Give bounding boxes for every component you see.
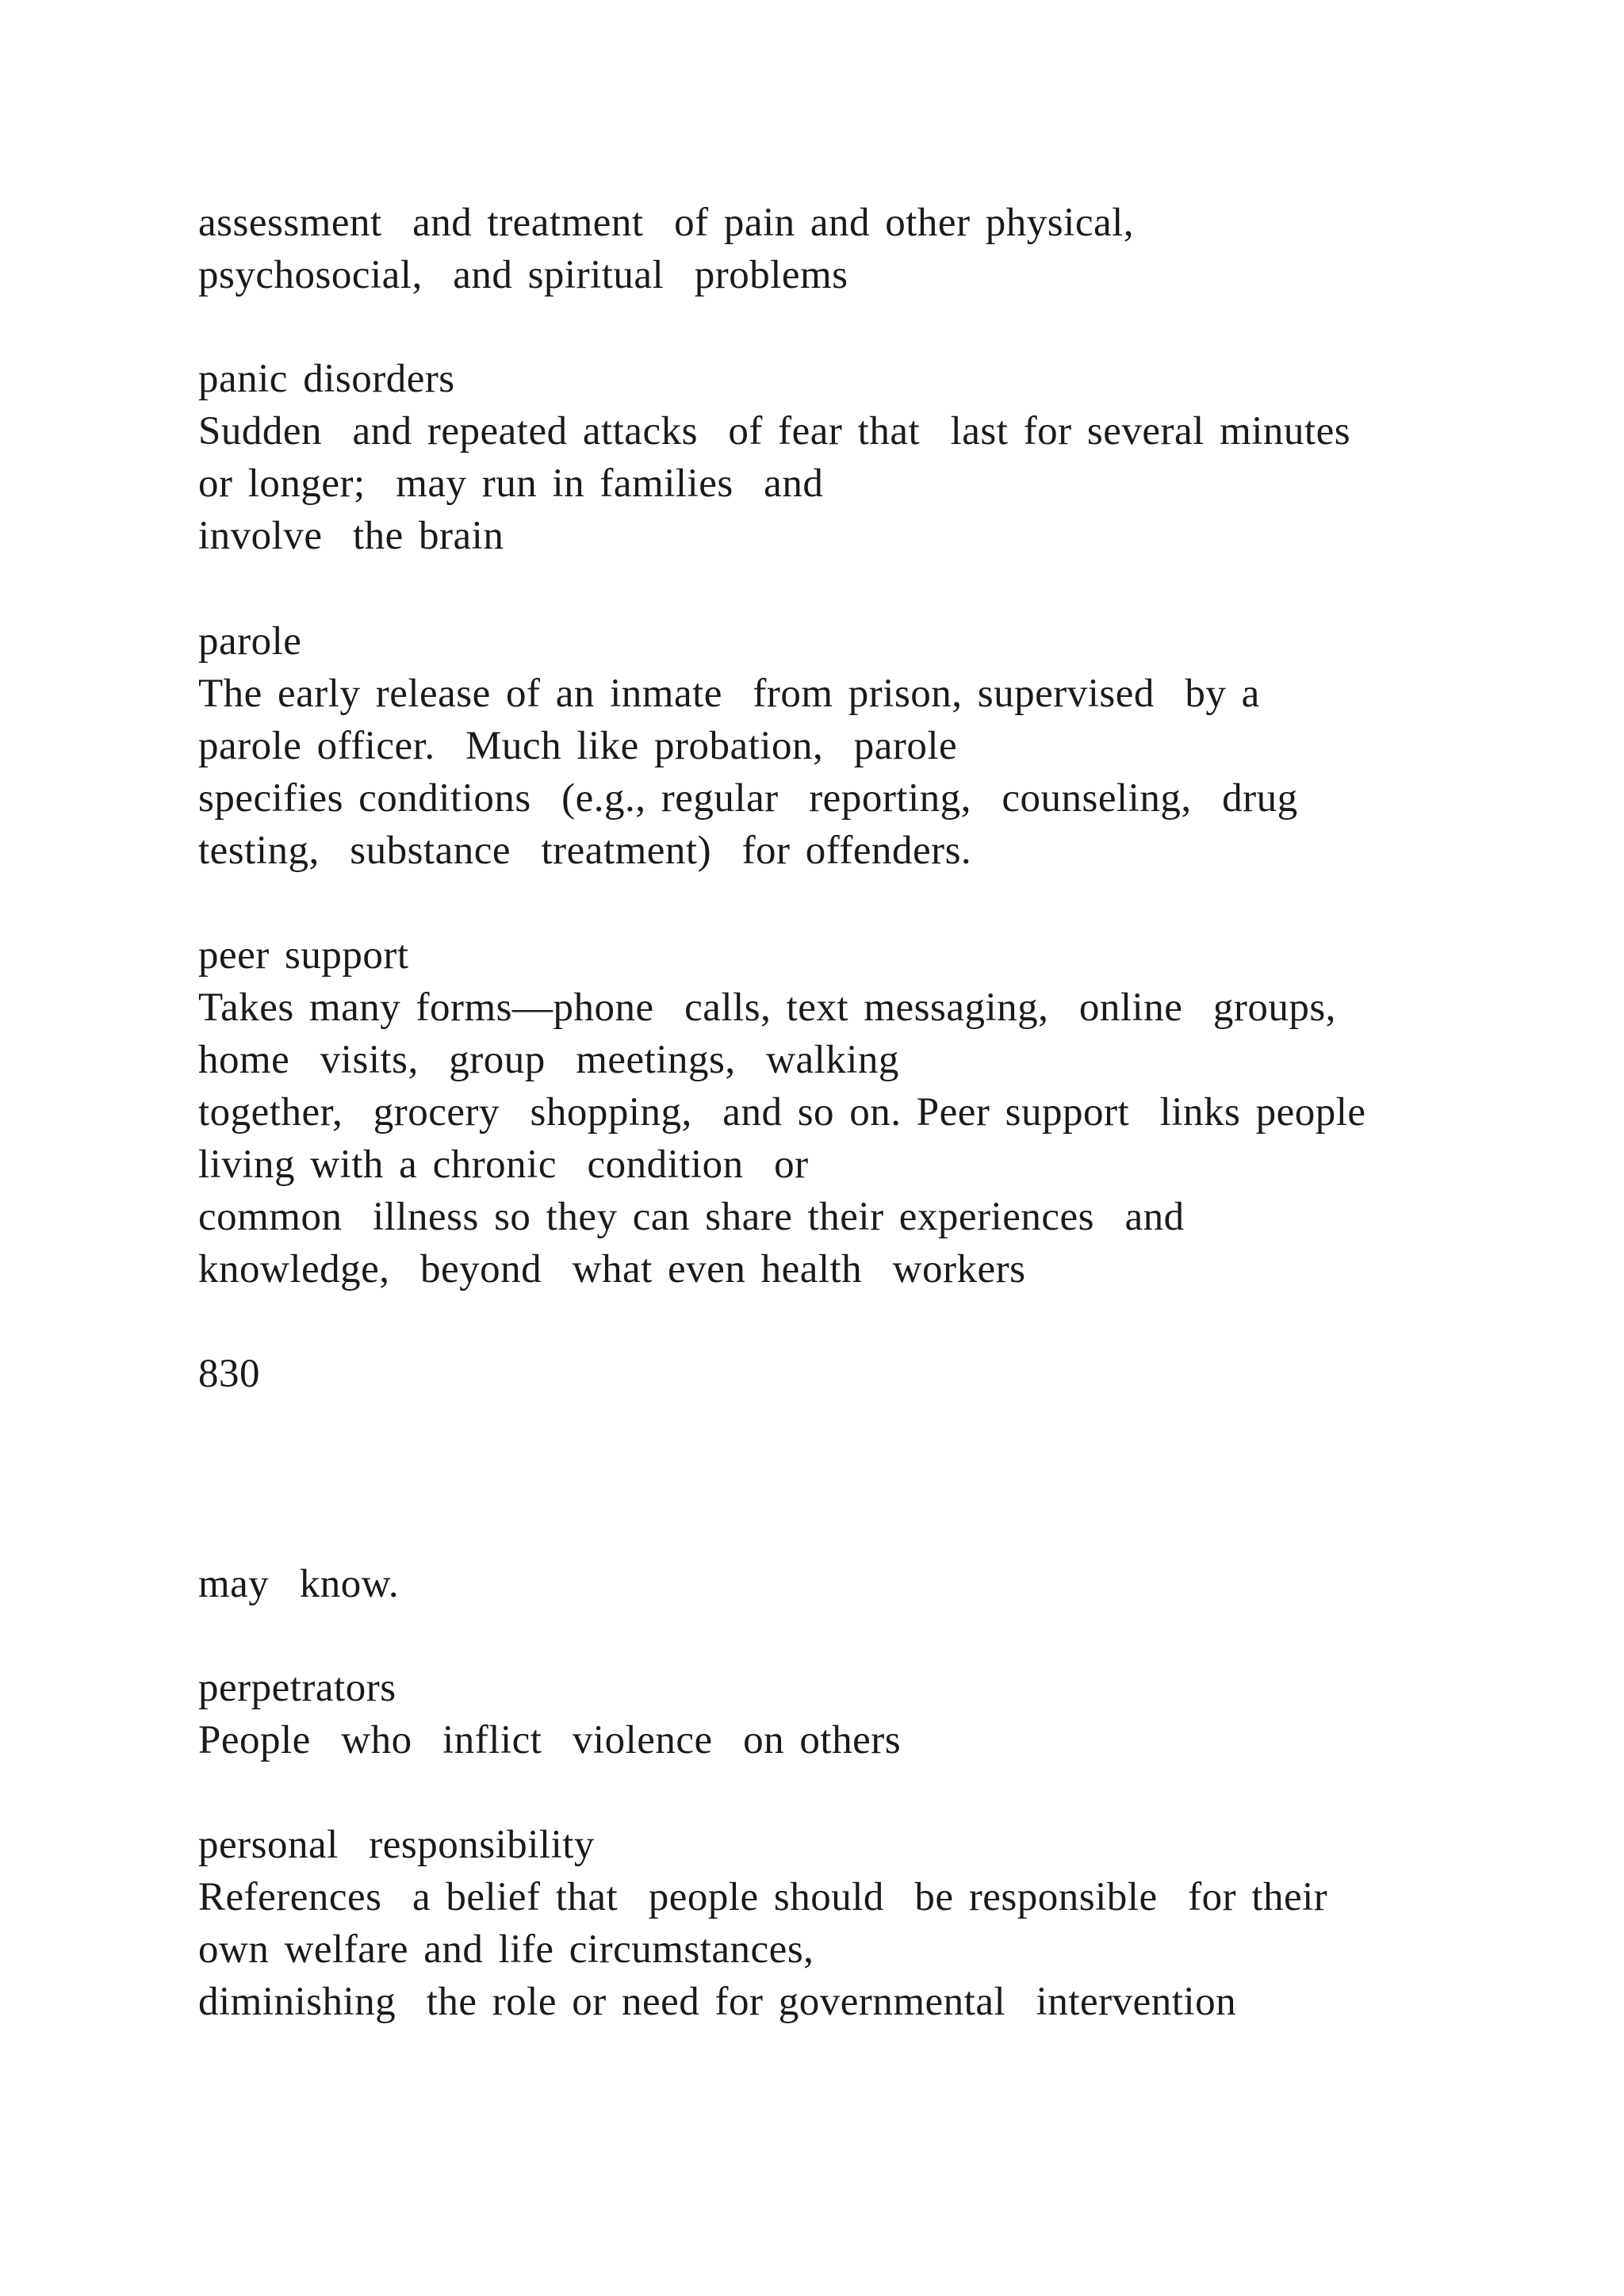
definition-line: People who inflict violence on others (198, 1718, 902, 1762)
definition-line: involve the brain (198, 514, 504, 558)
definition-line: The early release of an inmate from prison, supervised by a (198, 672, 1260, 716)
definition-line: own welfare and life circumstances, (198, 1927, 814, 1972)
definition-line: or longer; may run in families and (198, 461, 824, 506)
definition-line: diminishing the role or need for governmental intervention (198, 1980, 1237, 2024)
top-text-line-2: psychosocial, and spiritual problems (198, 253, 848, 297)
term-parole: parole (198, 619, 302, 664)
definition-line: together, grocery shopping, and so on. Peer support links people (198, 1090, 1366, 1135)
definition-line: Sudden and repeated attacks of fear that last for several minutes (198, 409, 1351, 453)
definition-line: knowledge, beyond what even health workers (198, 1247, 1026, 1292)
definition-line: living with a chronic condition or (198, 1142, 809, 1187)
definition-line: common illness so they can share their experiences and (198, 1195, 1185, 1239)
page-number: 830 (198, 1352, 260, 1396)
definition-line: References a belief that people should be responsible for their (198, 1875, 1328, 1919)
definition-line: specifies conditions (e.g., regular reporting, counseling, drug (198, 776, 1298, 821)
continuation-text: may know. (198, 1562, 400, 1606)
term-personal-responsibility: personal responsibility (198, 1823, 595, 1867)
definition-line: parole officer. Much like probation, parole (198, 724, 958, 768)
definition-line: Takes many forms—phone calls, text messaging, online groups, (198, 985, 1336, 1030)
top-text-line-1: assessment and treatment of pain and other physical, (198, 201, 1135, 245)
term-peer-support: peer support (198, 933, 409, 978)
term-perpetrators: perpetrators (198, 1666, 396, 1710)
term-panic-disorders: panic disorders (198, 357, 455, 401)
definition-line: home visits, group meetings, walking (198, 1038, 899, 1082)
definition-line: testing, substance treatment) for offenders. (198, 828, 972, 873)
